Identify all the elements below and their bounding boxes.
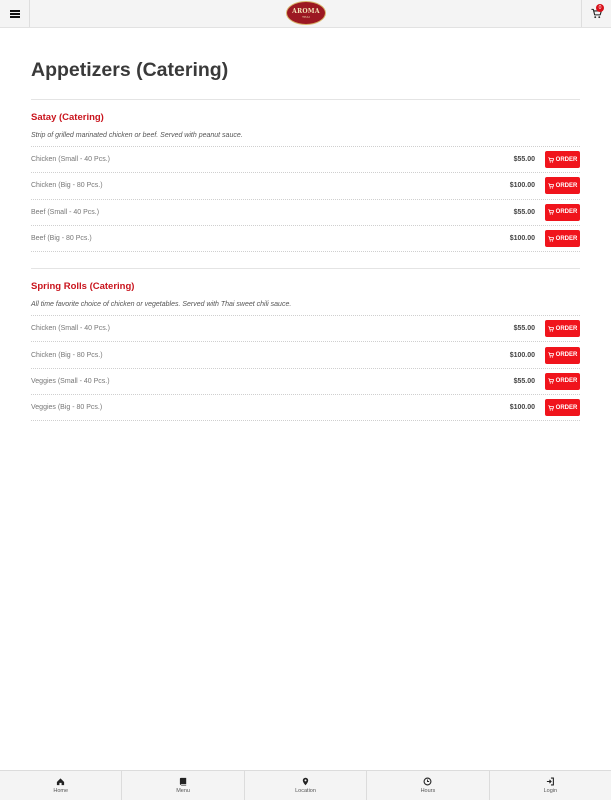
map-pin-icon [301, 777, 310, 786]
nav-item-location[interactable] [245, 771, 367, 800]
section-description: Strip of grilled marinated chicken or beef. Served with peanut sauce. [31, 131, 580, 147]
menu-item-row [31, 395, 580, 421]
order-button[interactable] [545, 151, 580, 168]
cart-count-badge: 0 [596, 4, 604, 12]
order-button-label: ORDER [555, 378, 578, 385]
login-icon [546, 777, 555, 786]
menu-item-row [31, 369, 580, 395]
section-title: Spring Rolls (Catering) [31, 281, 135, 293]
menu-item-row [31, 147, 580, 173]
item-name: Chicken (Big - 80 Pcs.) [31, 351, 103, 359]
hamburger-icon [10, 10, 20, 18]
item-name: Chicken (Small - 40 Pcs.) [31, 325, 110, 333]
item-name: Veggies (Small - 40 Pcs.) [31, 377, 110, 385]
cart-icon [548, 352, 554, 358]
order-button-label: ORDER [555, 352, 578, 359]
home-icon [56, 777, 65, 786]
logo-subtext: THAI [302, 14, 310, 19]
restaurant-logo[interactable] [286, 1, 326, 25]
nav-label: Menu [176, 787, 190, 794]
item-name: Chicken (Small - 40 Pcs.) [31, 156, 110, 164]
order-button[interactable] [545, 177, 580, 194]
nav-label: Location [295, 787, 316, 794]
order-button[interactable] [545, 230, 580, 247]
order-button-label: ORDER [555, 209, 578, 216]
item-price: $55.00 [513, 208, 535, 216]
order-button-label: ORDER [555, 404, 578, 411]
order-button[interactable] [545, 320, 580, 337]
top-bar [0, 0, 611, 28]
item-name: Chicken (Big - 80 Pcs.) [31, 182, 103, 190]
nav-label: Hours [420, 787, 436, 794]
main-content [31, 28, 580, 421]
menu-item-row [31, 226, 580, 252]
menu-item-row [31, 173, 580, 199]
order-button[interactable] [545, 347, 580, 364]
cart-icon [548, 209, 554, 215]
item-price: $100.00 [509, 182, 535, 190]
cart-icon [548, 326, 554, 332]
order-button[interactable] [545, 373, 580, 390]
nav-item-login[interactable] [490, 771, 611, 800]
menu-button[interactable] [0, 0, 30, 27]
page-title: Appetizers (Catering) [31, 59, 229, 81]
order-button-label: ORDER [555, 235, 578, 242]
item-name: Beef (Small - 40 Pcs.) [31, 208, 100, 216]
nav-item-hours[interactable] [367, 771, 489, 800]
nav-item-home[interactable] [0, 771, 122, 800]
book-icon [179, 777, 188, 786]
cart-icon [548, 378, 554, 384]
cart-icon [548, 405, 554, 411]
order-button-label: ORDER [555, 156, 578, 163]
menu-section [31, 268, 580, 421]
cart-icon [548, 183, 554, 189]
nav-item-menu[interactable] [122, 771, 244, 800]
order-button-label: ORDER [555, 182, 578, 189]
order-button-label: ORDER [555, 325, 578, 332]
order-button[interactable] [545, 204, 580, 221]
bottom-nav [0, 770, 611, 800]
nav-label: Home [53, 787, 69, 794]
item-price: $100.00 [509, 404, 535, 412]
menu-item-row [31, 200, 580, 226]
cart-button[interactable] [581, 0, 611, 27]
item-price: $55.00 [513, 325, 535, 333]
item-price: $55.00 [513, 377, 535, 385]
item-price: $55.00 [513, 156, 535, 164]
item-price: $100.00 [509, 235, 535, 243]
menu-section [31, 112, 580, 252]
menu-sections [31, 112, 580, 421]
order-button[interactable] [545, 399, 580, 416]
item-name: Veggies (Big - 80 Pcs.) [31, 404, 103, 412]
item-name: Beef (Big - 80 Pcs.) [31, 235, 92, 243]
section-title: Satay (Catering) [31, 112, 104, 123]
clock-icon [423, 777, 432, 786]
cart-icon [548, 157, 554, 163]
menu-item-row [31, 316, 580, 342]
logo-text: AROMA [292, 7, 320, 15]
divider [31, 99, 580, 100]
menu-item-row [31, 342, 580, 368]
section-description: All time favorite choice of chicken or vegetables. Served with Thai sweet chili sauce. [31, 300, 580, 316]
nav-label: Login [543, 787, 558, 794]
item-price: $100.00 [509, 351, 535, 359]
cart-icon [548, 236, 554, 242]
